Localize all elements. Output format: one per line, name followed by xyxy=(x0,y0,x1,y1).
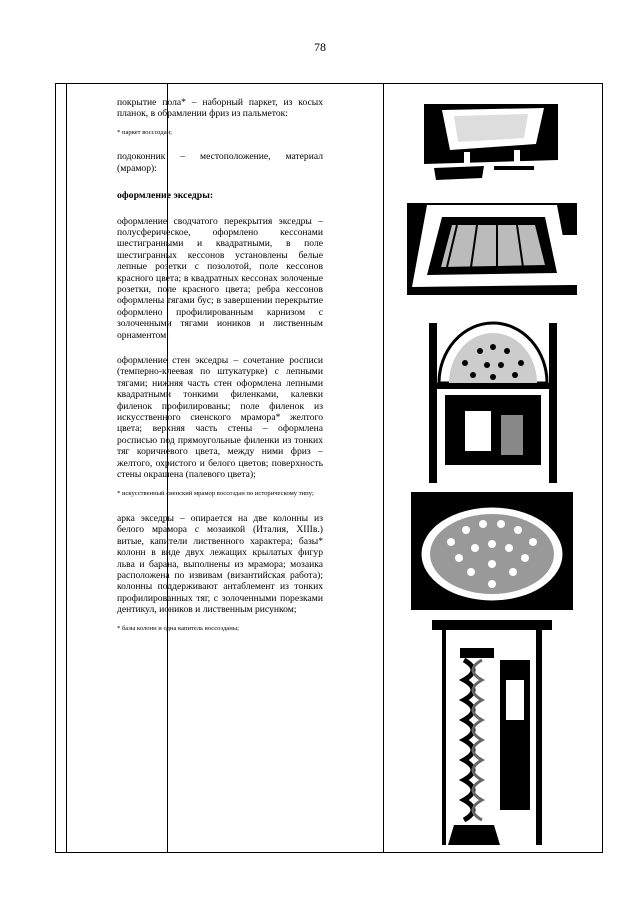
arch-note: * базы колонн и одна капитель воссозданы; xyxy=(117,624,240,632)
floor-text: покрытие пола* – наборный паркет, из косых планок, в обрамлении фриз из пальметок: xyxy=(117,97,323,120)
walls-text: оформление стен экседры – сочетание росписи (темперно-клеевая по штукатурке) с лепными тягами; нижняя часть стен оформлена лепными квадратными тонкими филенками, калевки филенок профилированы; поле филенок из искусственного сиенского мрамора* желтого цвета; верхняя часть стены – оформлена росписью под прямоугольные филенки из тонких тяг коричневого цвета, между ними фриз – желтого, охристого и белого цветов; поверхность стены окрашена (палевого цвета); xyxy=(117,355,323,481)
coffered-dome-photo xyxy=(411,492,573,610)
exedra-heading: оформление экседры: xyxy=(117,190,214,202)
page-number: 78 xyxy=(314,40,326,54)
ceiling-photo xyxy=(424,104,558,186)
twisted-column-photo xyxy=(424,620,559,852)
exedra-vault-photo xyxy=(425,303,560,483)
arch-text: арка экседры – опирается на две колонны из белого мрамора с мозаикой (Италия, XIIIв.) витые, капители лиственного характера; базы* колонн в виде двух лежащих крылатых фигур льва и барана, выполнены из мрамора; мозаика расположена по извивам (византийская работа); колонны поддерживают антаблемент из тонких профилированных тяг, с золоченными порезками дентикул, иоников и лиственным рисунком; xyxy=(117,512,323,616)
parquet-floor-photo xyxy=(407,195,577,295)
vault-text: оформление сводчатого перекрытия экседры – полусферическое, оформлено кессонами шестигранными и квадратными, в поле шестигранных кессонов установлены белые лепные розетки с позолотой, поле кессонов красного цвета; в квадратных кессонах золоченые розетки, поле красного цвета; ребра кессонов оформлены тягами бус; в завершении перекрытие оформлено профилированным карнизом с золоченными тягами иоников и лиственным орнаментом; xyxy=(117,215,323,341)
walls-note: * искусственный сиенский мрамор воссоздан по историческому типу; xyxy=(117,490,314,498)
description-text xyxy=(117,97,323,633)
floor-note: * паркет воссоздан; xyxy=(117,128,173,136)
windowsill-text: подоконник – местоположение, материал (мрамор): xyxy=(117,151,323,174)
